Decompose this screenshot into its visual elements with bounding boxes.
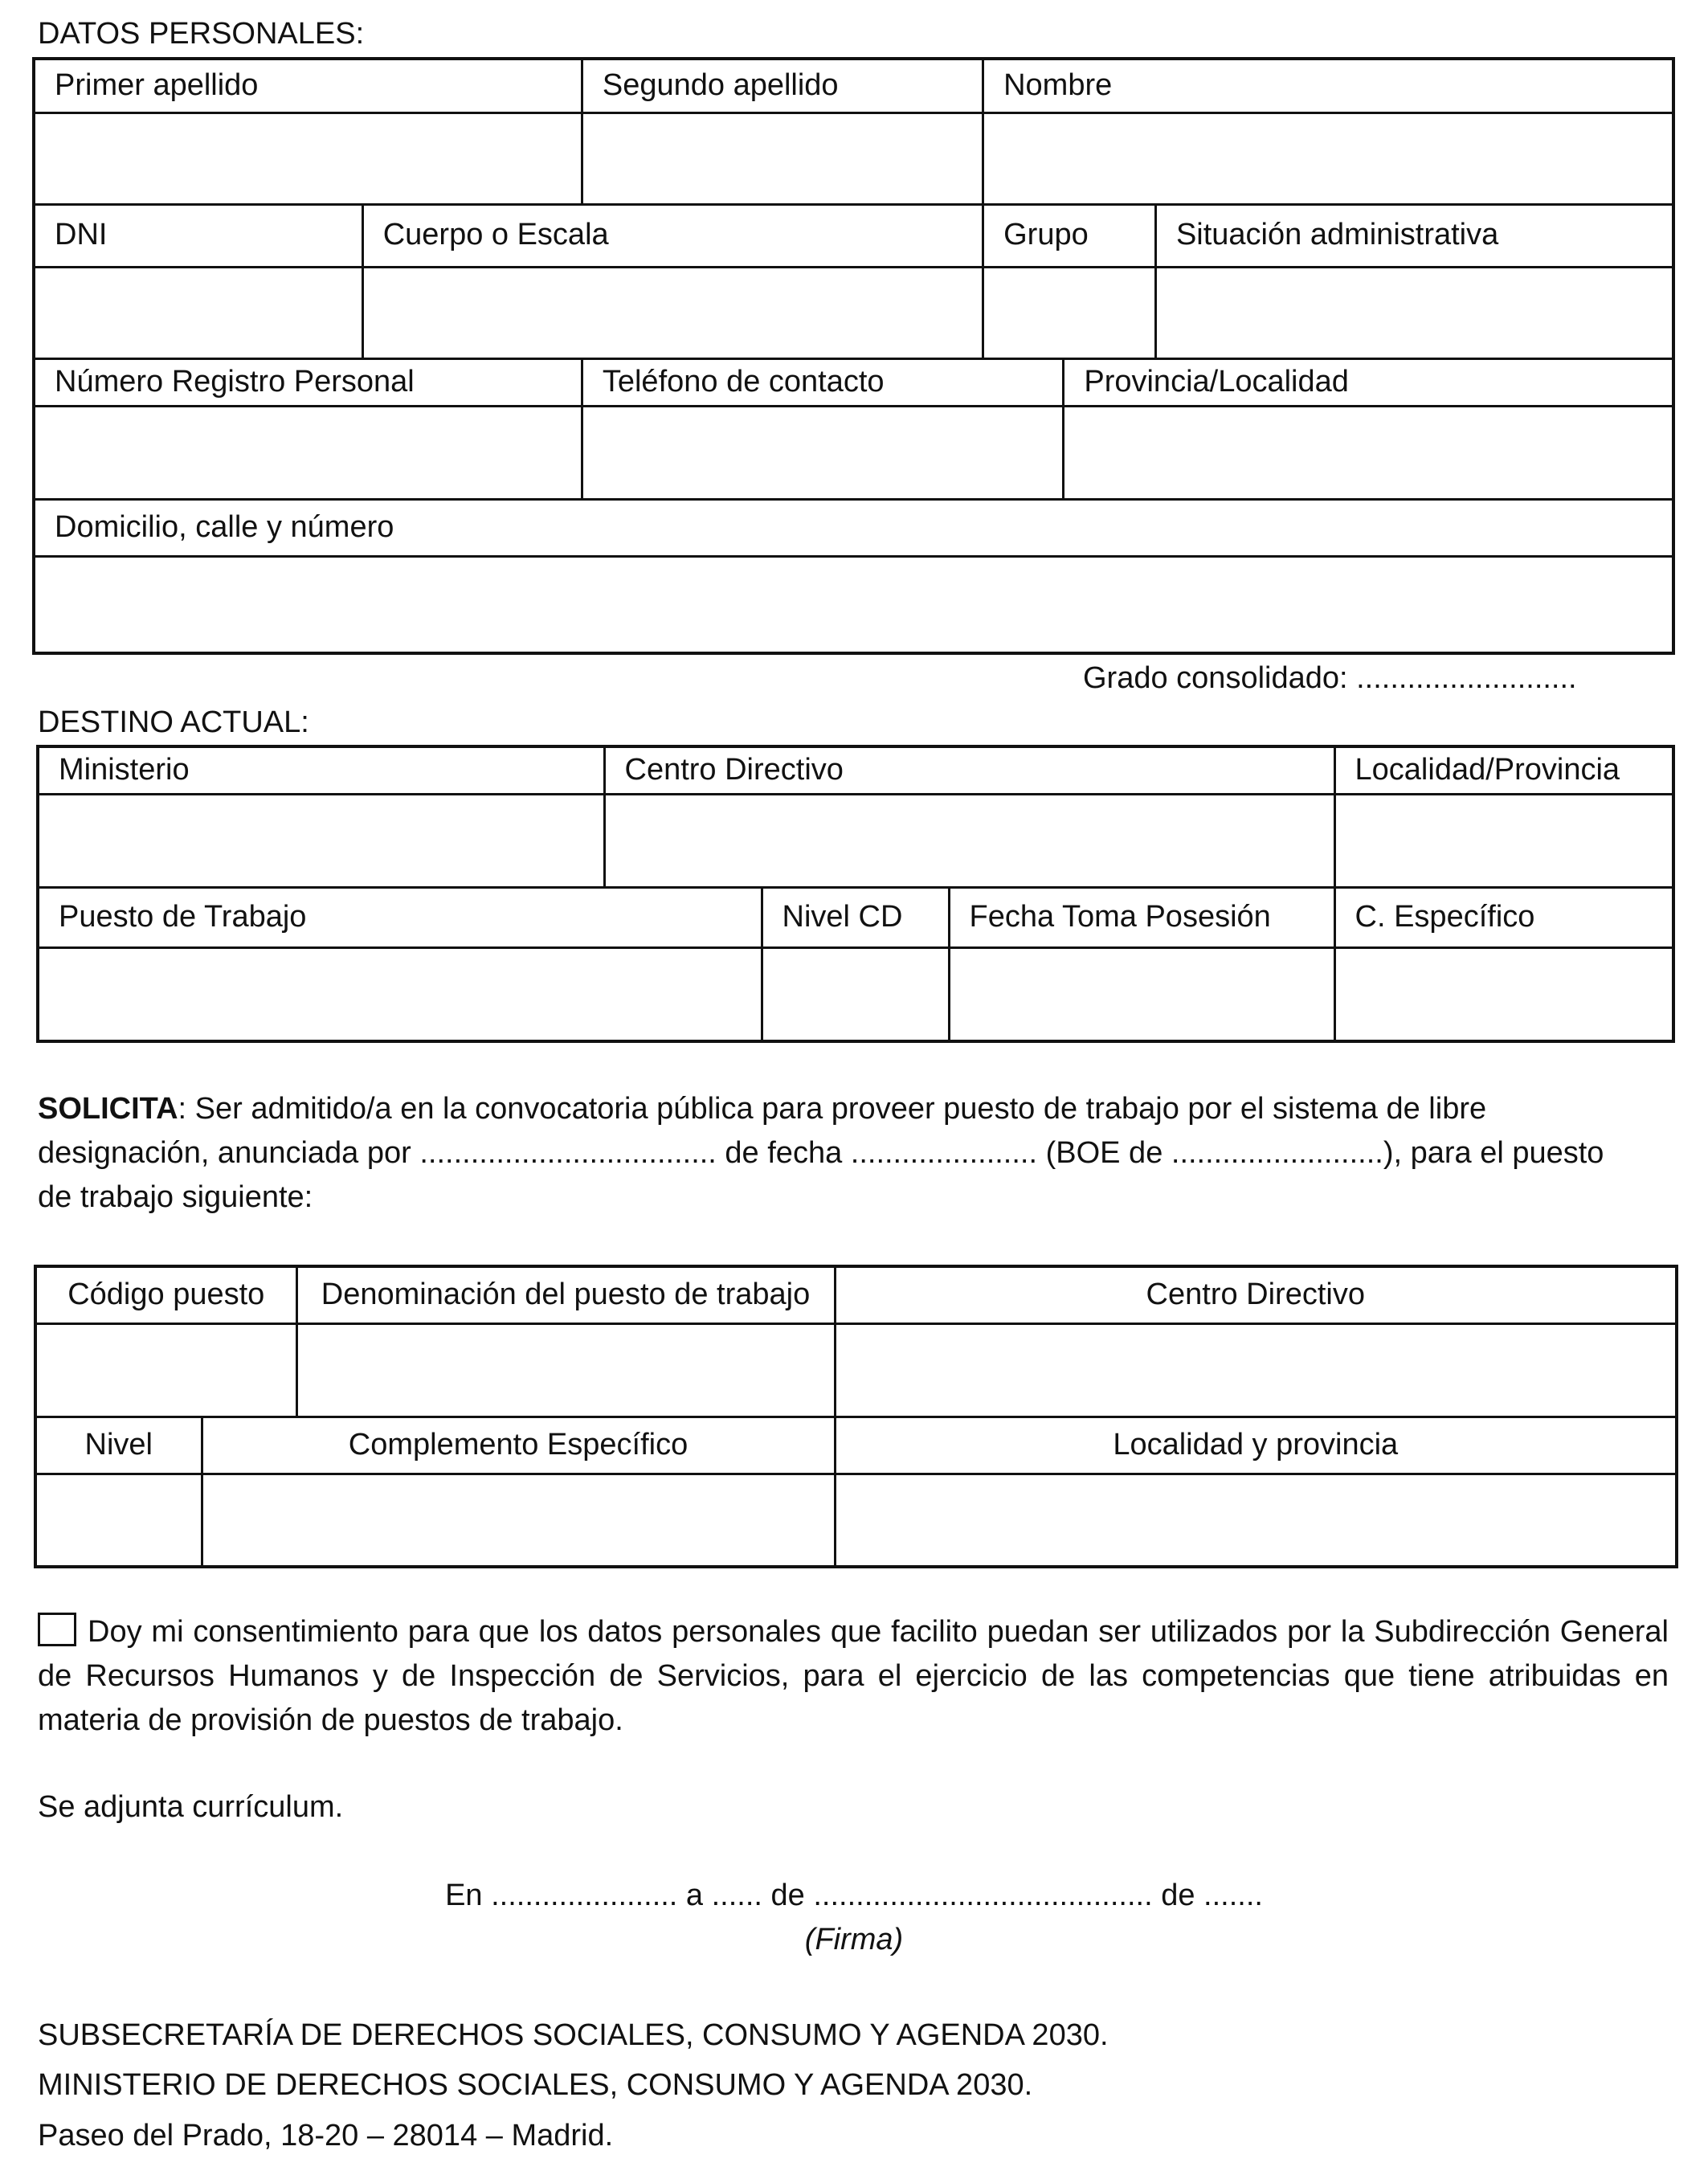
destino-actual-table bbox=[36, 745, 1675, 1043]
grado-consolidado: Grado consolidado: .......................... bbox=[1083, 661, 1577, 695]
field-centro-directivo[interactable] bbox=[604, 794, 1334, 887]
field-provincia-localidad[interactable] bbox=[1064, 406, 1673, 499]
solicita-paragraph bbox=[38, 1087, 1636, 1220]
footer-line-subsecretaria: SUBSECRETARÍA DE DERECHOS SOCIALES, CONSUMO Y AGENDA 2030. bbox=[38, 2018, 1109, 2052]
label-situacion-administrativa: Situación administrativa bbox=[1155, 204, 1673, 267]
personal-data-table bbox=[32, 57, 1675, 655]
field-nombre[interactable] bbox=[983, 112, 1673, 204]
field-situacion-administrativa[interactable] bbox=[1155, 267, 1673, 358]
section-title-datos-personales: DATOS PERSONALES: bbox=[38, 17, 365, 51]
label-centro-directivo: Centro Directivo bbox=[604, 746, 1334, 794]
puesto-solicitado-table bbox=[34, 1265, 1678, 1568]
consent-paragraph bbox=[38, 1610, 1669, 1743]
field-domicilio[interactable] bbox=[34, 556, 1673, 653]
solicita-text: : Ser admitido/a en la convocatoria pública para proveer puesto de trabajo por el sistema de libre designación, anunciada por ................................... de fecha ...................... (BOE de .........................), para el puesto de trabajo siguiente: bbox=[38, 1092, 1604, 1214]
label-puesto-de-trabajo: Puesto de Trabajo bbox=[38, 887, 762, 947]
field-numero-registro-personal[interactable] bbox=[34, 406, 582, 499]
field-complemento-especifico[interactable] bbox=[202, 1474, 835, 1567]
field-localidad-y-provincia[interactable] bbox=[835, 1474, 1677, 1567]
field-nivel-cd[interactable] bbox=[762, 947, 949, 1041]
label-domicilio: Domicilio, calle y número bbox=[34, 499, 1673, 556]
label-cuerpo-escala: Cuerpo o Escala bbox=[362, 204, 983, 267]
label-grupo: Grupo bbox=[983, 204, 1156, 267]
label-segundo-apellido: Segundo apellido bbox=[582, 59, 983, 112]
field-centro-directivo-puesto[interactable] bbox=[835, 1323, 1677, 1417]
label-c-especifico: C. Específico bbox=[1334, 887, 1673, 947]
label-nombre: Nombre bbox=[983, 59, 1673, 112]
label-ministerio: Ministerio bbox=[38, 746, 604, 794]
consent-checkbox[interactable] bbox=[38, 1613, 76, 1646]
solicita-label: SOLICITA bbox=[38, 1092, 178, 1126]
label-denominacion-puesto: Denominación del puesto de trabajo bbox=[296, 1266, 835, 1323]
footer-line-ministerio: MINISTERIO DE DERECHOS SOCIALES, CONSUMO Y AGENDA 2030. bbox=[38, 2068, 1033, 2102]
label-nivel: Nivel bbox=[35, 1417, 202, 1474]
signature-label: (Firma) bbox=[804, 1923, 904, 1956]
field-grupo[interactable] bbox=[983, 267, 1156, 358]
label-primer-apellido: Primer apellido bbox=[34, 59, 582, 112]
label-telefono-contacto: Teléfono de contacto bbox=[582, 358, 1064, 406]
field-codigo-puesto[interactable] bbox=[35, 1323, 296, 1417]
field-primer-apellido[interactable] bbox=[34, 112, 582, 204]
label-numero-registro-personal: Número Registro Personal bbox=[34, 358, 582, 406]
curriculum-note: Se adjunta currículum. bbox=[38, 1790, 344, 1824]
field-localidad-provincia[interactable] bbox=[1334, 794, 1673, 887]
field-ministerio[interactable] bbox=[38, 794, 604, 887]
label-provincia-localidad: Provincia/Localidad bbox=[1064, 358, 1673, 406]
footer-line-address: Paseo del Prado, 18-20 – 28014 – Madrid. bbox=[38, 2119, 614, 2153]
label-complemento-especifico: Complemento Específico bbox=[202, 1417, 835, 1474]
field-segundo-apellido[interactable] bbox=[582, 112, 983, 204]
label-fecha-toma-posesion: Fecha Toma Posesión bbox=[949, 887, 1334, 947]
field-c-especifico[interactable] bbox=[1334, 947, 1673, 1041]
field-telefono-contacto[interactable] bbox=[582, 406, 1064, 499]
label-localidad-y-provincia: Localidad y provincia bbox=[835, 1417, 1677, 1474]
label-localidad-provincia: Localidad/Provincia bbox=[1334, 746, 1673, 794]
label-nivel-cd: Nivel CD bbox=[762, 887, 949, 947]
field-fecha-toma-posesion[interactable] bbox=[949, 947, 1334, 1041]
consent-text: Doy mi consentimiento para que los datos personales que facilito puedan ser utilizados por la Subdirección General de Recursos Humanos y de Inspección de Servicios, para el ejercicio de las competencias que tiene atribuidas en materia de provisión de puestos de trabajo. bbox=[38, 1615, 1669, 1737]
label-centro-directivo-puesto: Centro Directivo bbox=[835, 1266, 1677, 1323]
field-cuerpo-escala[interactable] bbox=[362, 267, 983, 358]
date-place-line: En ...................... a ...... de ........................................ de ....... bbox=[445, 1879, 1263, 1912]
field-nivel[interactable] bbox=[35, 1474, 202, 1567]
field-dni[interactable] bbox=[34, 267, 362, 358]
label-dni: DNI bbox=[34, 204, 362, 267]
label-codigo-puesto: Código puesto bbox=[35, 1266, 296, 1323]
section-title-destino-actual: DESTINO ACTUAL: bbox=[38, 705, 309, 739]
field-denominacion-puesto[interactable] bbox=[296, 1323, 835, 1417]
field-puesto-de-trabajo[interactable] bbox=[38, 947, 762, 1041]
